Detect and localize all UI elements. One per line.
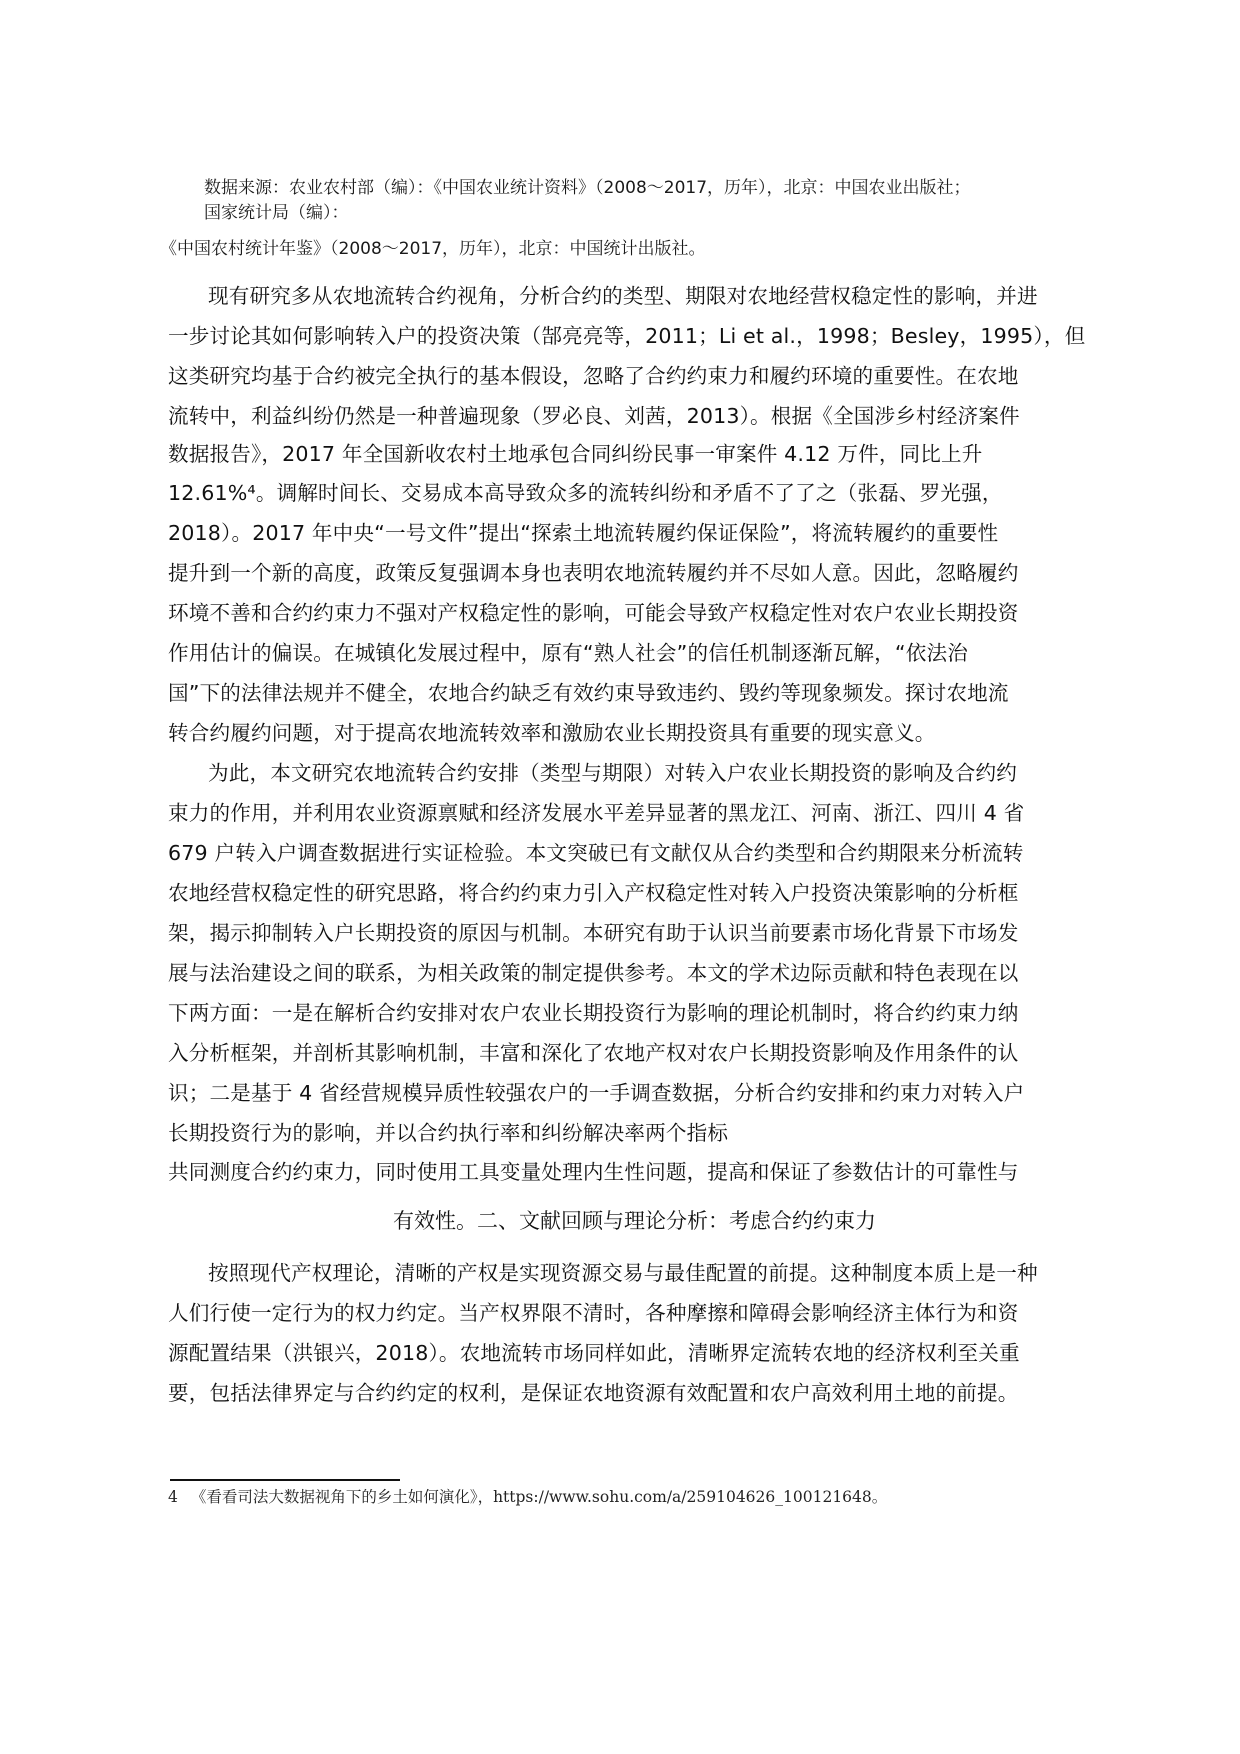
paragraph-line: 入分析框架，并剖析其影响机制，丰富和深化了农地产权对农户长期投资影响及作用条件的认 — [168, 1041, 1019, 1065]
paragraph-line: 要，包括法律界定与合约约定的权利，是保证农地资源有效配置和农户高效利用土地的前提。 — [168, 1381, 1019, 1405]
paragraph-line: 提升到一个新的高度，政策反复强调本身也表明农地流转履约并不尽如人意。因此，忽略履约 — [168, 561, 1019, 585]
paragraph-line: 流转中，利益纠纷仍然是一种普遍现象（罗必良、刘茜，2013）。根据《全国涉乡村经济案件 — [168, 404, 1020, 428]
paragraph-line: 现有研究多从农地流转合约视角，分析合约的类型、期限对农地经营权稳定性的影响，并进 — [208, 284, 1038, 308]
footnote-separator — [170, 1479, 400, 1481]
paragraph-line: 展与法治建设之间的联系，为相关政策的制定提供参考。本文的学术边际贡献和特色表现在以 — [168, 961, 1019, 985]
footnote-text: 《看看司法大数据视角下的乡土如何演化》，https://www.sohu.com/a/259104626_100121648。 — [190, 1488, 888, 1506]
paragraph-line: 转合约履约问题，对于提高农地流转效率和激励农业长期投资具有重要的现实意义。 — [168, 721, 936, 745]
footnote-marker: 4 — [168, 1488, 178, 1506]
paragraph-line: 下两方面：一是在解析合约安排对农户农业长期投资行为影响的理论机制时，将合约约束力纳 — [168, 1001, 1019, 1025]
paragraph-line: 为此，本文研究农地流转合约安排（类型与期限）对转入户农业长期投资的影响及合约约 — [208, 761, 1018, 785]
paragraph-line: 国”下的法律法规并不健全，农地合约缺乏有效约束导致违约、毁约等现象频发。探讨农地流 — [168, 681, 1009, 705]
paragraph-line: 源配置结果（洪银兴，2018）。农地流转市场同样如此，清晰界定流转农地的经济权利至关重 — [168, 1341, 1020, 1365]
paragraph-line: 架，揭示抑制转入户长期投资的原因与机制。本研究有助于认识当前要素市场化背景下市场发 — [168, 921, 1019, 945]
paragraph-line: 长期投资行为的影响，并以合约执行率和纠纷解决率两个指标 — [168, 1121, 729, 1145]
source-note-line-1: 数据来源：农业农村部（编）：《中国农业统计资料》（2008～2017，历年），北京：中国农业出版社； — [204, 178, 971, 198]
paragraph-line: 数据报告》，2017 年全国新收农村土地承包合同纠纷民事一审案件 4.12 万件，同比上升 — [168, 442, 983, 466]
paragraph-line: 作用估计的偏误。在城镇化发展过程中，原有“熟人社会”的信任机制逐渐瓦解，“依法治 — [168, 641, 968, 665]
paragraph-line: 环境不善和合约约束力不强对产权稳定性的影响，可能会导致产权稳定性对农户农业长期投资 — [168, 601, 1019, 625]
section-heading: 有效性。二、文献回顾与理论分析：考虑合约约束力 — [393, 1209, 876, 1233]
source-note-line-2: 国家统计局（编）： — [204, 203, 349, 223]
paragraph-line: 识；二是基于 4 省经营规模异质性较强农户的一手调查数据，分析合约安排和约束力对转入户 — [168, 1081, 1025, 1105]
paragraph-line: 按照现代产权理论，清晰的产权是实现资源交易与最佳配置的前提。这种制度本质上是一种 — [208, 1261, 1038, 1285]
footnote — [168, 1490, 887, 1506]
paragraph-line: 679 户转入户调查数据进行实证检验。本文突破已有文献仅从合约类型和合约期限来分析流转 — [168, 841, 1024, 865]
paragraph-line: 2018）。2017 年中央“一号文件”提出“探索土地流转履约保证保险”，将流转履约的重要性 — [168, 521, 999, 545]
paragraph-line: 农地经营权稳定性的研究思路，将合约约束力引入产权稳定性对转入户投资决策影响的分析框 — [168, 881, 1019, 905]
paragraph-line: 一步讨论其如何影响转入户的投资决策（郜亮亮等，2011；Li et al.，1998；Besley，1995），但 — [168, 324, 1086, 348]
paragraph-line: 束力的作用，并利用农业资源禀赋和经济发展水平差异显著的黑龙江、河南、浙江、四川 4 省 — [168, 801, 1025, 825]
paragraph-line: 共同测度合约约束力，同时使用工具变量处理内生性问题，提高和保证了参数估计的可靠性与 — [168, 1160, 1019, 1184]
paragraph-line: 12.61%⁴。调解时间长、交易成本高导致众多的流转纠纷和矛盾不了了之（张磊、罗光强， — [168, 481, 1003, 505]
source-note-line-3: 《中国农村统计年鉴》（2008～2017，历年），北京：中国统计出版社。 — [160, 239, 706, 259]
paragraph-line: 这类研究均基于合约被完全执行的基本假设，忽略了合约约束力和履约环境的重要性。在农地 — [168, 364, 1019, 388]
paragraph-line: 人们行使一定行为的权力约定。当产权界限不清时，各种摩擦和障碍会影响经济主体行为和资 — [168, 1301, 1019, 1325]
